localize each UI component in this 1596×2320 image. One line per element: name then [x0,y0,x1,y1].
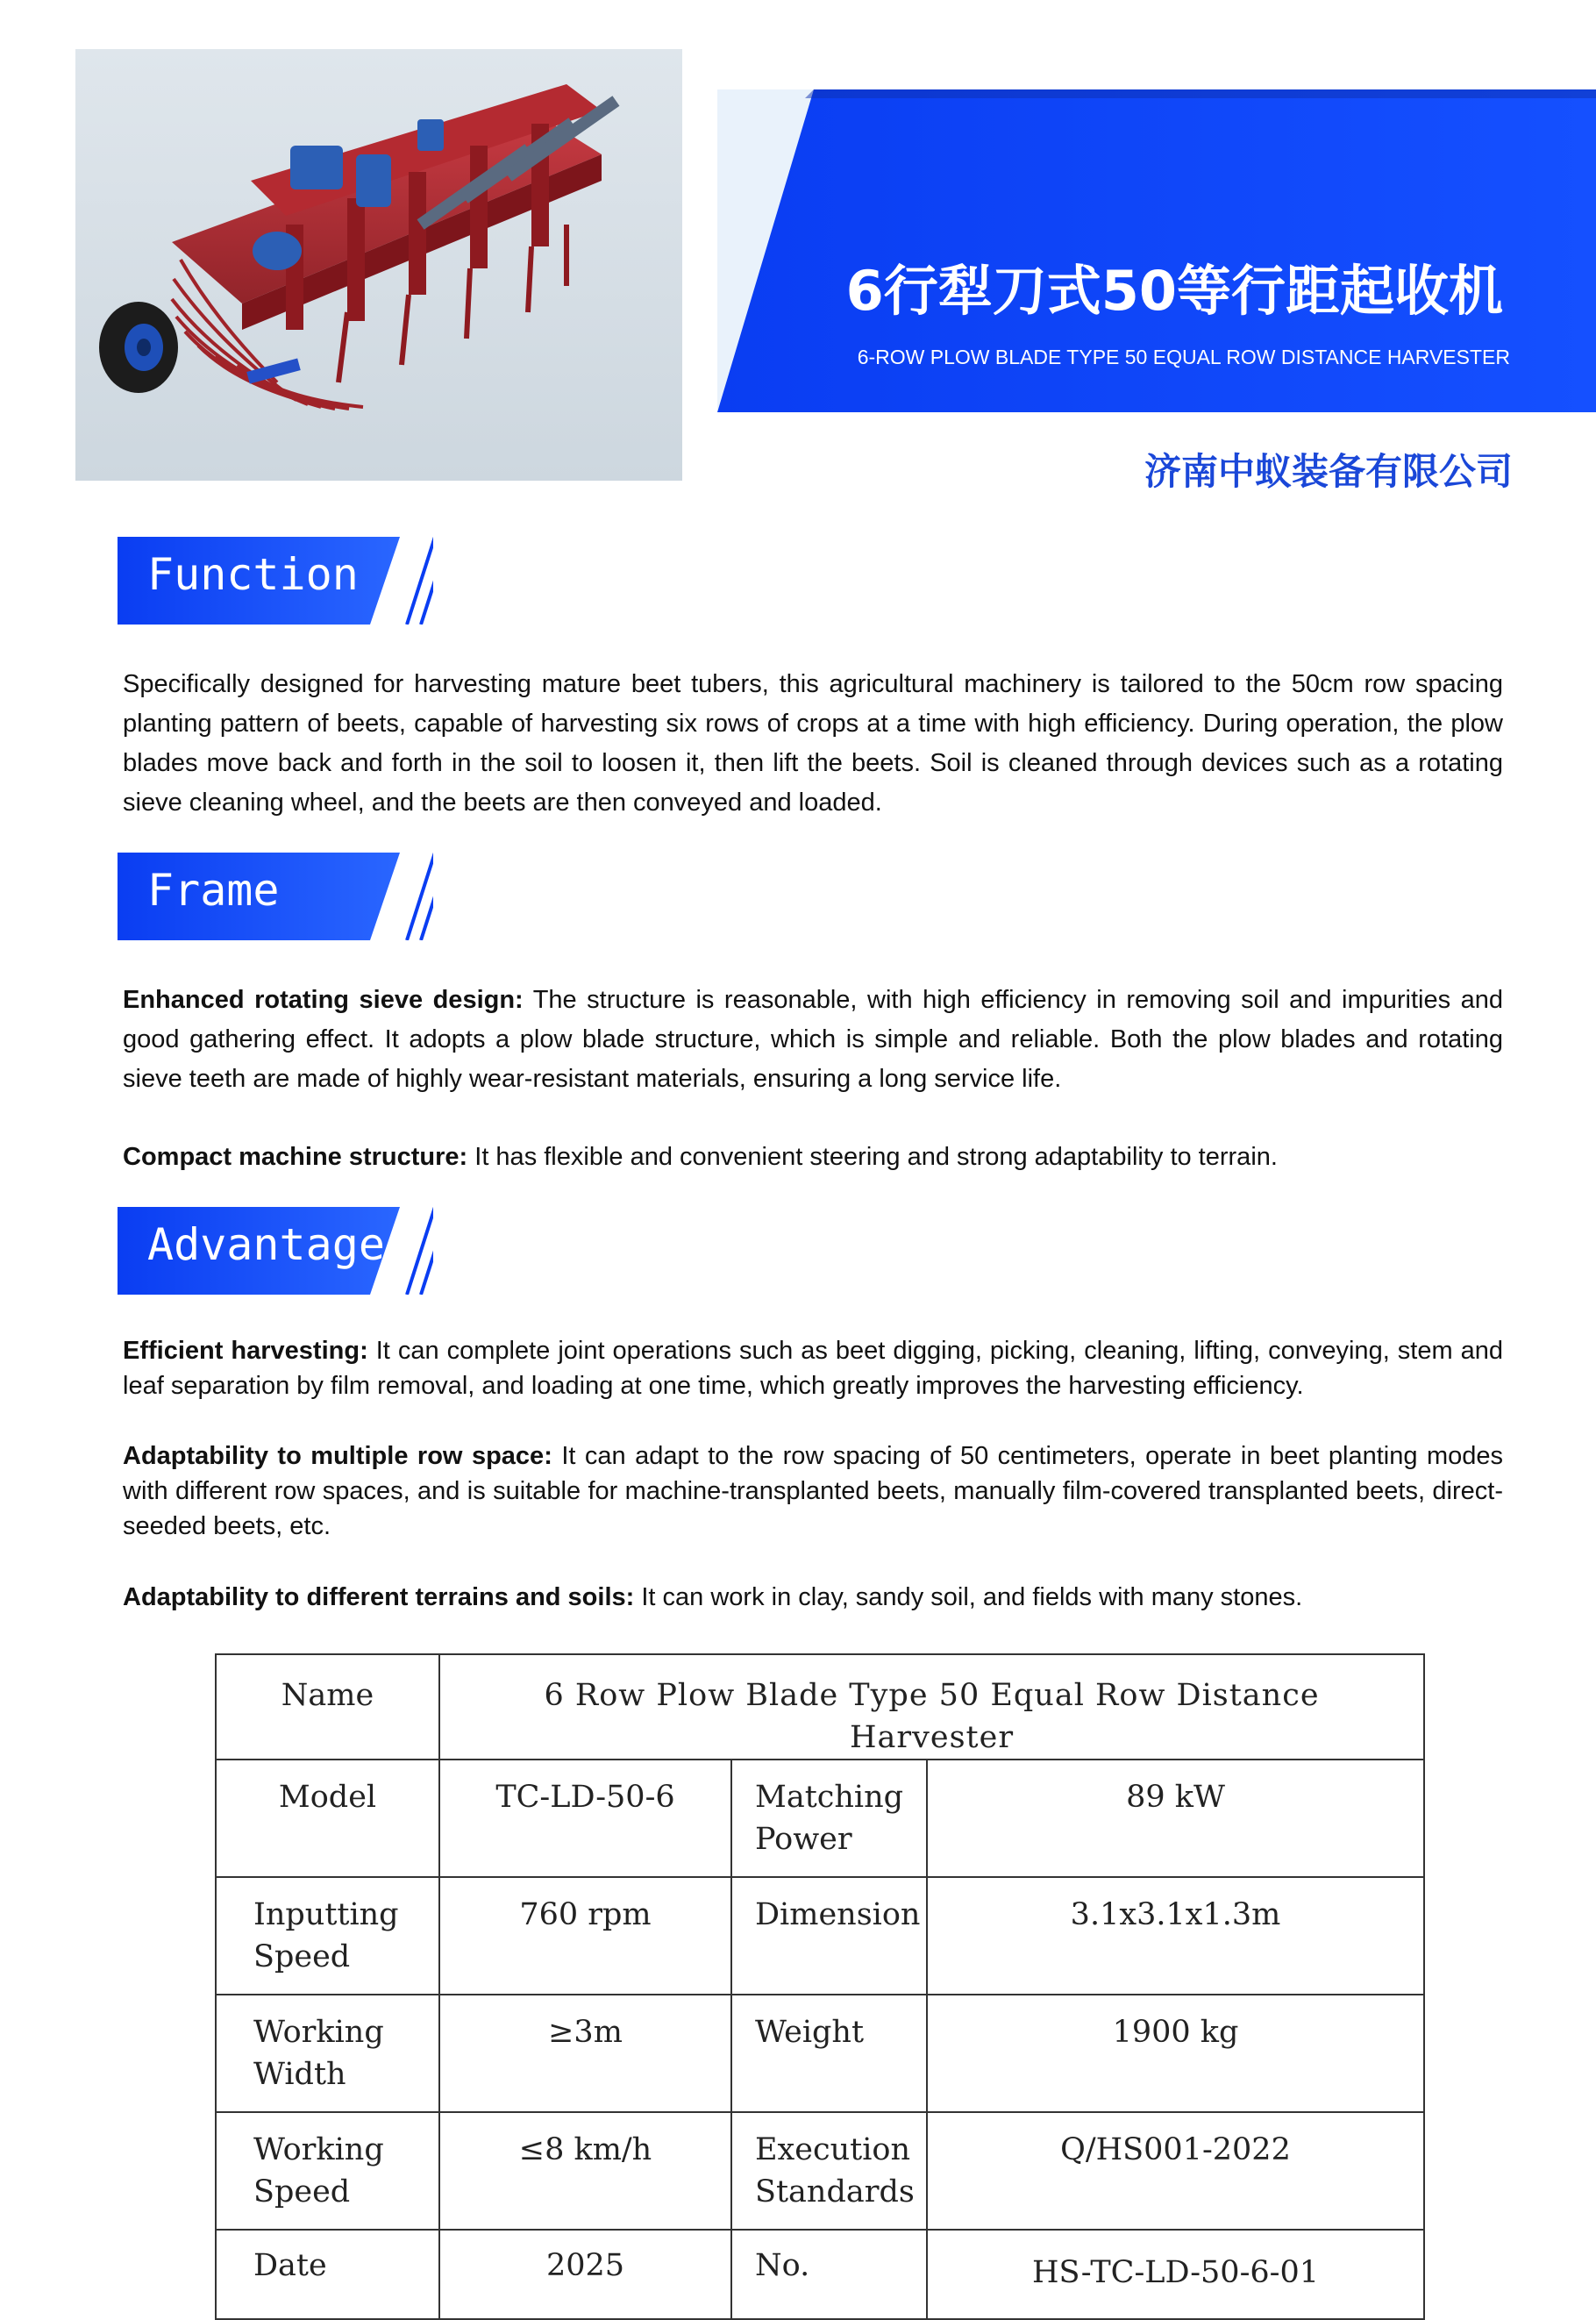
harvester-illustration [75,49,682,481]
frame-item-title: Compact machine structure: [123,1143,468,1171]
wheel-shape [99,302,178,393]
table-label-cell: Date [216,2230,439,2319]
table-label-cell: Working Speed [216,2112,439,2230]
section-header-function [118,537,433,625]
table-row [216,1654,1424,1760]
table-label-cell: Execution Standards [731,2112,927,2230]
table-value-cell: TC-LD-50-6 [439,1760,731,1877]
page-title-en: 6-ROW PLOW BLADE TYPE 50 EQUAL ROW DISTANCE HARVESTER [857,346,1510,368]
table-label-cell: Dimension [731,1877,927,1995]
table-value-cell: ≥3m [439,1995,731,2112]
section-header-frame [118,853,433,940]
table-row [216,2112,1424,2230]
table-value-cell: 760 rpm [439,1877,731,1995]
function-paragraph: Specifically designed for harvesting mature beet tubers, this agricultural machinery is tailored to the 50cm row spacing planting pattern of beets, capable of harvesting six rows of crops at a time with high efficiency. During operation, the plow blades move back and forth in the soil to loosen it, then lift the beets. Soil is cleaned through devices such as a rotating sieve cleaning wheel, and the beets are then conveyed and loaded. [123,670,1503,817]
product-image [75,49,682,481]
section-label-advantage: Advantage [147,1219,385,1270]
company-name: 济南中蚁装备有限公司 [1144,450,1513,493]
table-value-cell: 2025 [439,2230,731,2319]
table-value-cell: HS-TC-LD-50-6-01 [927,2230,1424,2319]
table-label-cell: Matching Power [731,1760,927,1877]
table-row [216,1760,1424,1877]
spec-table [215,1653,1425,2320]
frame-item-title: Enhanced rotating sieve design: [123,986,524,1014]
advantage-item-text: It can complete joint operations such as beet digging, picking, cleaning, lifting, conveying, stem and leaf separation by film removal, and loading at one time, which greatly improves the harvesting efficiency. [123,1337,1503,1400]
frame-item-compact [123,1138,1503,1177]
table-value-cell: ≤8 km/h [439,2112,731,2230]
advantage-item-title: Efficient harvesting: [123,1337,368,1365]
table-row [216,1877,1424,1995]
advantage-item-row-space [123,1438,1503,1544]
section-header-advantage [118,1207,433,1295]
frame-shape [172,84,602,330]
table-value-cell: Q/HS001-2022 [927,2112,1424,2230]
table-label-cell: Working Width [216,1995,439,2112]
page-title-cn: 6行犁刀式50等行距起收机 [845,259,1503,323]
table-value-cell: 89 kW [927,1760,1424,1877]
table-row [216,2230,1424,2319]
section-label-function: Function [147,549,359,600]
table-label-cell: No. [731,2230,927,2319]
table-label-cell: Weight [731,1995,927,2112]
advantage-item-terrain [123,1580,1503,1615]
frame-item-text: It has flexible and convenient steering and strong adaptability to terrain. [467,1143,1278,1171]
table-value-cell: 1900 kg [927,1995,1424,2112]
advantage-item-title: Adaptability to multiple row space: [123,1442,552,1470]
advantage-item-efficient [123,1333,1503,1403]
frame-item-text: The structure is reasonable, with high efficiency in removing soil and impurities and good gathering effect. It adopts a plow blade structure, which is simple and reliable. Both the plow blades and rotating sieve teeth are made of highly wear-resistant materials, ensuring a long service life. [123,986,1503,1093]
table-value-cell: 3.1x3.1x1.3m [927,1877,1424,1995]
table-row [216,1995,1424,2112]
advantage-item-text: It can adapt to the row spacing of 50 centimeters, operate in beet planting modes with different row spaces, and is suitable for machine-transplanted beets, manually film-covered transplanted beets, direct-seeded beets, etc. [123,1442,1504,1540]
table-label-cell: Inputting Speed [216,1877,439,1995]
advantage-item-title: Adaptability to different terrains and soils: [123,1583,635,1611]
table-label-cell: Name [216,1654,439,1760]
table-label-cell: Model [216,1760,439,1877]
advantage-item-text: It can work in clay, sandy soil, and fields with many stones. [634,1583,1303,1611]
frame-item-sieve [123,981,1503,1099]
section-label-frame: Frame [147,865,280,916]
table-value-cell: 6 Row Plow Blade Type 50 Equal Row Distance Harvester [439,1654,1424,1760]
title-banner [717,89,1596,412]
